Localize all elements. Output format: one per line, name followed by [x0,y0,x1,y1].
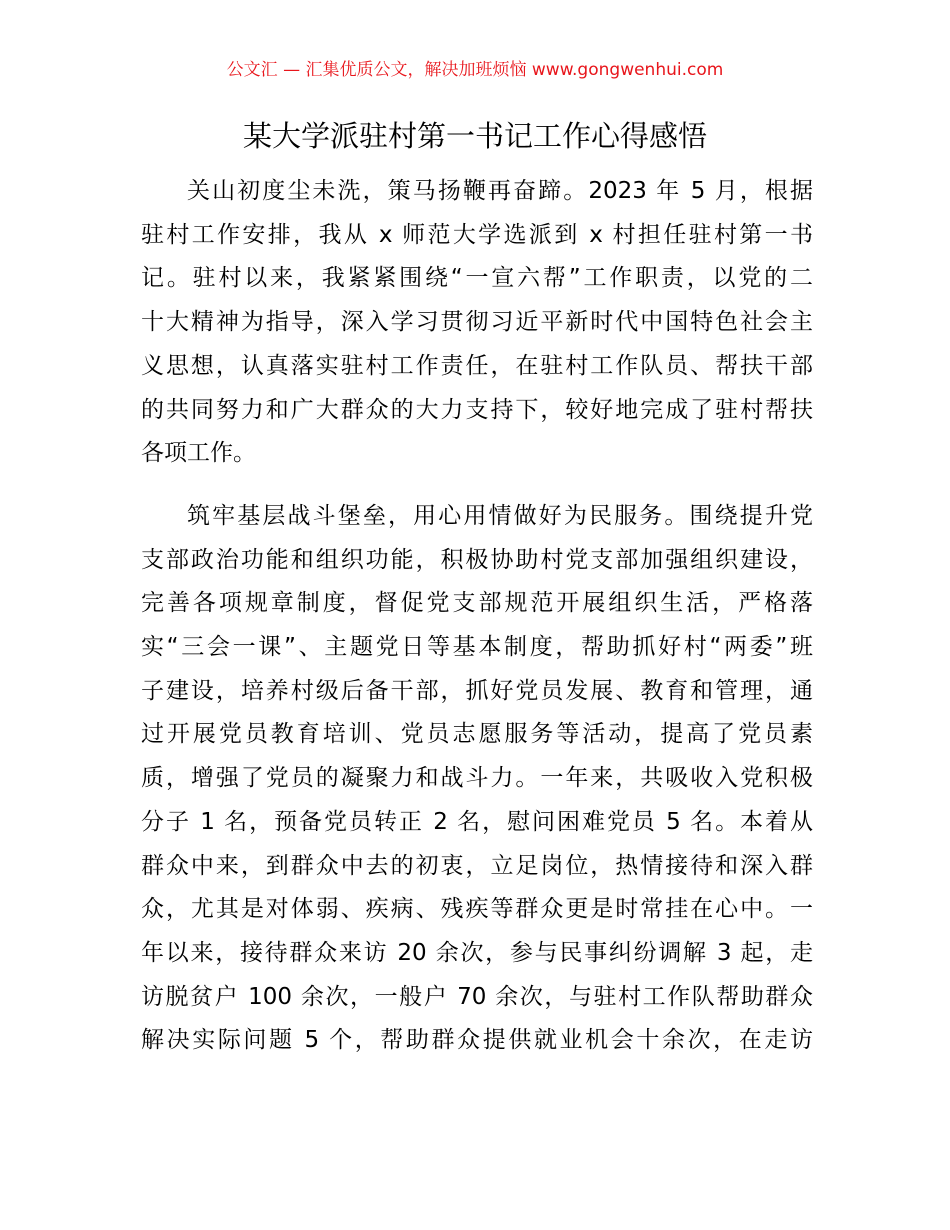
text-line: 关山初度尘未洗，策马扬鞭再奋蹄。2023 年 5 月，根据 [187,178,813,204]
text-line: 的共同努力和广大群众的大力支持下，较好地完成了驻村帮扶 [141,396,813,423]
text-line: 各项工作。 [141,440,256,467]
document-title: 某大学派驻村第一书记工作心得感悟 [242,119,707,153]
text-line: 群众中来，到群众中去的初衷，立足岗位，热情接待和深入群 [141,852,813,879]
text-line: 年以来，接待群众来访 20 余次，参与民事纠纷调解 3 起，走 [141,939,813,966]
text-line: 分子 1 名，预备党员转正 2 名，慰问困难党员 5 名。本着从 [141,808,813,835]
text-line: 驻村工作安排，我从 x 师范大学选派到 x 村担任驻村第一书 [141,221,813,248]
text-line: 十大精神为指导，深入学习贯彻习近平新时代中国特色社会主 [141,309,813,336]
site-header-banner: 公文汇 — 汇集优质公文，解决加班烦恼 www.gongwenhui.com [226,60,724,80]
text-line: 实“三会一课”、主题党日等基本制度，帮助抓好村“两委”班 [141,634,813,661]
text-line: 质，增强了党员的凝聚力和战斗力。一年来，共吸收入党积极 [141,765,813,792]
text-line: 解决实际问题 5 个，帮助群众提供就业机会十余次，在走访 [141,1027,813,1054]
text-line: 筑牢基层战斗堡垒，用心用情做好为民服务。围绕提升党 [187,502,813,529]
paragraph-2 [141,495,813,1063]
text-line: 支部政治功能和组织功能，积极协助村党支部加强组织建设， [141,546,813,573]
text-line: 记。驻村以来，我紧紧围绕“一宣六帮”工作职责，以党的二 [141,265,813,292]
text-line: 过开展党员教育培训、党员志愿服务等活动，提高了党员素 [141,721,813,748]
text-line: 子建设，培养村级后备干部，抓好党员发展、教育和管理，通 [141,677,813,704]
text-line: 访脱贫户 100 余次，一般户 70 余次，与驻村工作队帮助群众 [141,983,813,1010]
text-line: 完善各项规章制度，督促党支部规范开展组织生活，严格落 [141,590,813,617]
document-body [141,170,813,1082]
text-line: 义思想，认真落实驻村工作责任，在驻村工作队员、帮扶干部 [141,352,813,379]
text-line: 众，尤其是对体弱、疾病、残疾等群众更是时常挂在心中。一 [141,896,813,923]
paragraph-1 [141,170,813,476]
